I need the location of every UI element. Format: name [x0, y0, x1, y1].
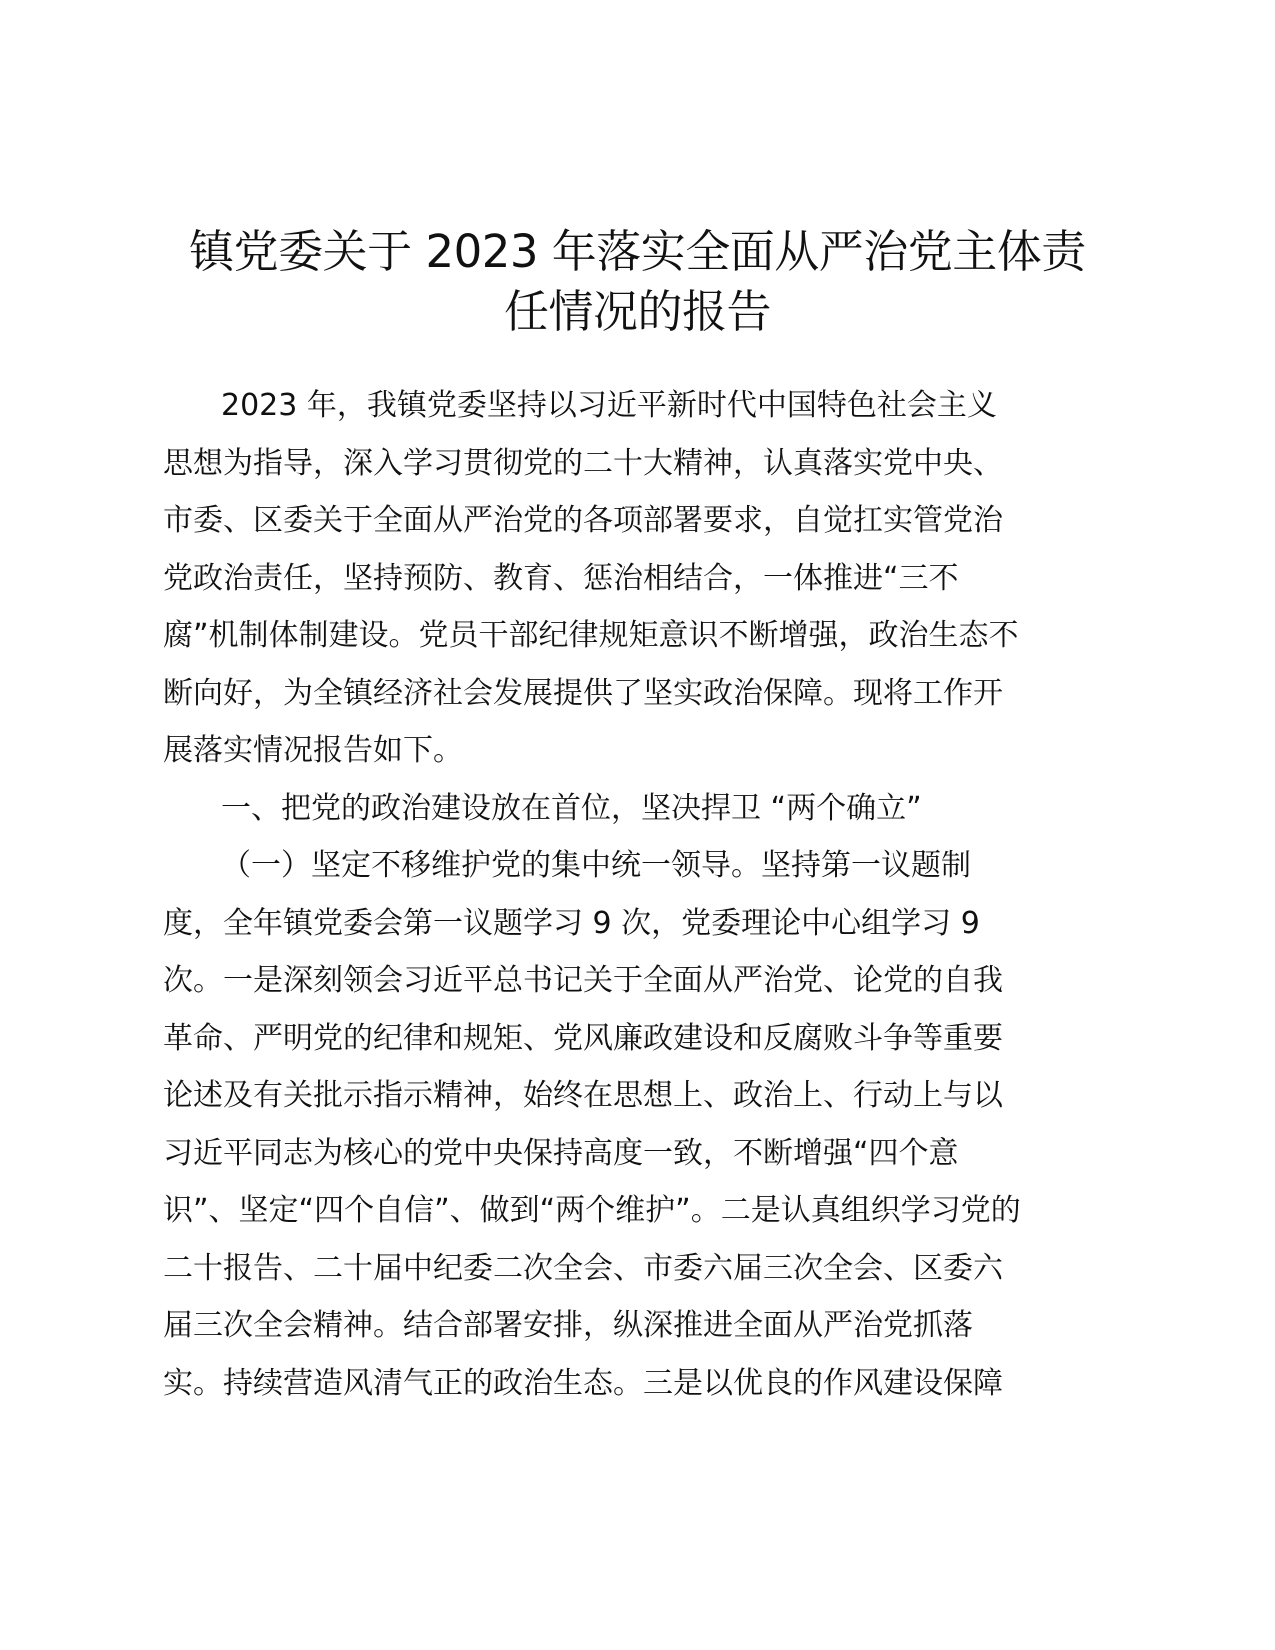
body-line-18: 实。持续营造风清气正的政治生态。三是以优良的作风建设保障 [163, 1365, 1003, 1401]
body-line-6: 断向好，为全镇经济社会发展提供了坚实政治保障。现将工作开 [163, 675, 1003, 711]
document-body [163, 377, 1123, 1412]
body-line-7: 展落实情况报告如下。 [163, 733, 463, 768]
body-line-13: 论述及有关批示指示精神，始终在思想上、政治上、行动上与以 [163, 1078, 1003, 1113]
body-line-14: 习近平同志为核心的党中央保持高度一致，不断增强“四个意 [163, 1135, 959, 1171]
body-line-4: 党政治责任，坚持预防、教育、惩治相结合，一体推进“三不 [163, 560, 959, 596]
body-line-2: 思想为指导，深入学习贯彻党的二十大精神，认真落实党中央、 [163, 445, 1003, 481]
document-title [150, 222, 1125, 342]
title-line-2: 任情况的报告 [503, 285, 771, 338]
title-line-1: 镇党委关于 2023 年落实全面从严治党主体责 [189, 225, 1086, 278]
body-line-17: 届三次全会精神。结合部署安排，纵深推进全面从严治党抓落 [163, 1308, 973, 1343]
body-line-16: 二十报告、二十届中纪委二次全会、市委六届三次全会、区委六 [163, 1250, 1003, 1286]
body-line-15: 识”、坚定“四个自信”、做到“两个维护”。二是认真组织学习党的 [163, 1193, 1021, 1228]
body-line-3: 市委、区委关于全面从严治党的各项部署要求，自觉扛实管党治 [163, 503, 1003, 538]
body-line-12: 革命、严明党的纪律和规矩、党风廉政建设和反腐败斗争等重要 [163, 1020, 1003, 1056]
body-line-9: （一）坚定不移维护党的集中统一领导。坚持第一议题制 [221, 848, 971, 883]
body-line-1: 2023 年，我镇党委坚持以习近平新时代中国特色社会主义 [221, 388, 997, 423]
body-line-10: 度，全年镇党委会第一议题学习 9 次，党委理论中心组学习 9 [163, 905, 980, 941]
section-heading-1: 一、把党的政治建设放在首位，坚决捍卫 “两个确立” [221, 790, 922, 826]
body-line-5: 腐”机制体制建设。党员干部纪律规矩意识不断增强，政治生态不 [163, 618, 1019, 653]
body-line-11: 次。一是深刻领会习近平总书记关于全面从严治党、论党的自我 [163, 963, 1003, 998]
